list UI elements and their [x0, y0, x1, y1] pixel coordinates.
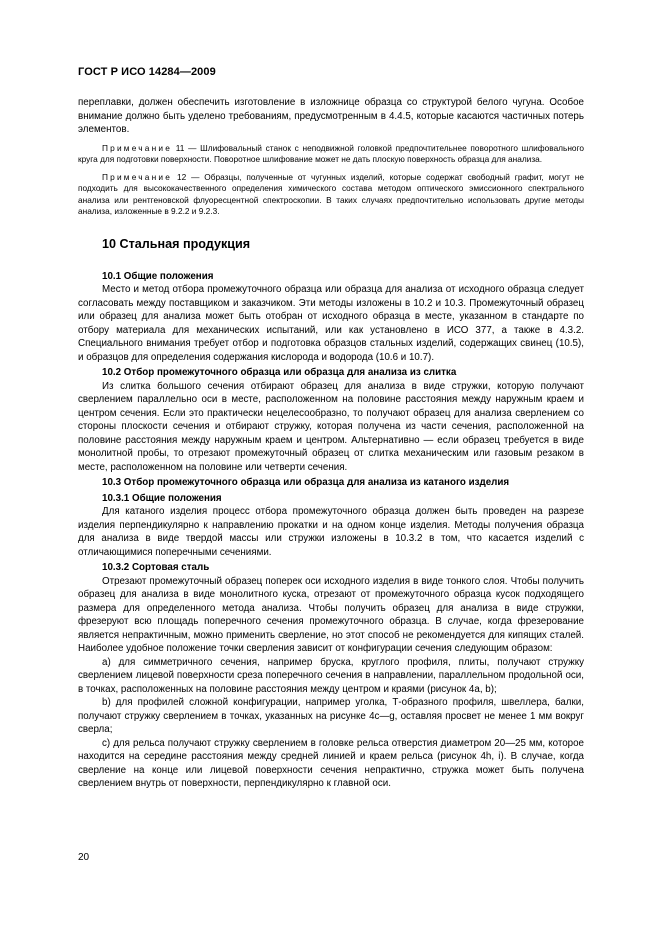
subsection-heading: 10.1 Общие положения [102, 270, 214, 282]
note-text: 12 — Образцы, полученные от чугунных изделий, которые содержат свободный графит, могут не подходить для высококачественного определения химического состава методом оптического эмиссионного спектрального анализа или рентгеновской флуоресцентной спектроскопии. В таких случаях предпочтительно использовать другие методы анализа, изложенные в 9.2.2 и 9.2.3. [78, 171, 584, 217]
note-11 [78, 143, 584, 166]
subsection-heading: 10.2 Отбор промежуточного образца или образца для анализа из слитка [102, 367, 457, 379]
note-12 [78, 172, 584, 218]
list-item: b) для профилей сложной конфигурации, например уголка, Т-образного профиля, швеллера, балки, получают стружку сверлением в точках, указанных на рисунке 4c—g, оставляя просвет не менее 1 мм вокруг сверла; [78, 697, 584, 736]
list-item: а) для симметричного сечения, например бруска, круглого профиля, плиты, получают стружку сверлением лицевой поверхности среза поперечного сечения в направлении, параллельном продольной оси, в точках, расположенных на половине расстояния между центром и краями (рисунок 4а, b); [78, 656, 584, 695]
document-body [78, 96, 584, 791]
paragraph: Из слитка большого сечения отбирают образец для анализа в виде стружки, которую получают сверлением параллельно оси в месте, расположенном на половине расстояния между наружным краем и центром сечения. Если это практически нецелесообразно, то получают образец для анализа сверлением со стороны плоскости сечения и отбирают стружку, которая получена из части сечения, расположенной на половине расстояния между наружным краем и центром. Альтернативно — если образец требуется в виде монолитной пробы, то отрезают промежуточный образец от слитка механическим или газовым резаком в месте, расположенном на половине или четверти сечения. [78, 380, 584, 473]
subsection-heading: 10.3.2 Сортовая сталь [102, 562, 210, 574]
section-heading: 10 Стальная продукция [102, 237, 251, 252]
paragraph: Отрезают промежуточный образец поперек оси исходного изделия в виде тонкого слоя. Чтобы получить образец для анализа в виде монолитного куска, отрезают от промежуточного образца кусок подходящего размера для определенного метода анализа. Чтобы получить образец для анализа в виде стружки, фрезеруют всю площадь поперечного сечения промежуточного образца. В случае, когда фрезерование является непрактичным, можно применить сверление, но этот способ не рекомендуется для кипящих сталей. Наиболее удобное положение точки сверления зависит от конфигурации сечения следующим образом: [78, 575, 584, 655]
document-header: ГОСТ Р ИСО 14284—2009 [78, 66, 216, 78]
paragraph: Место и метод отбора промежуточного образца или образца для анализа от исходного образца следует согласовать между поставщиком и заказчиком. Эти методы изложены в 10.2 и 10.3. Промежуточный образец или образец для анализа может быть отобран от исходного образца в месте, указанном в стандарте по отбору материала для механических испытаний, или как установлено в ИСО 377, а также в 4.3.2. Специального внимания требует отбор и подготовка образцов стальных изделий, содержащих свинец (10.5), и образцов для определения содержания кислорода и водорода (10.6 и 10.7). [78, 284, 584, 363]
page-number: 20 [78, 852, 90, 863]
note-text: 11 — Шлифовальный станок с неподвижной головкой предпочтительнее поворотного шлифовального круга для подготовки поверхности. Поворотное шлифование может не дать плоскую поверхность образца для анализа. [78, 142, 584, 165]
note-label: Примечание [102, 171, 173, 182]
paragraph: Для катаного изделия процесс отбора промежуточного образца должен быть проведен на разрезе изделия перпендикулярно к направлению прокатки и на одном конце изделия. Методы получения образца для анализа в виде твердой массы или стружки изложены в 10.3.2 в том, что касается изделий с отличающимися поперечными сечениями. [78, 506, 584, 558]
note-label: Примечание [102, 142, 173, 153]
subsection-heading: 10.3 Отбор промежуточного образца или образца для анализа из катаного изделия [102, 477, 510, 489]
intro-paragraph: переплавки, должен обеспечить изготовление в изложнице образца со структурой белого чугуна. Особое внимание должно быть уделено требованиям, предусмотренным в 4.4.5, которые касаются частичных потерь элементов. [78, 97, 584, 135]
list-item: c) для рельса получают стружку сверлением в головке рельса отверстия диаметром 20—25 мм, которое находится на середине расстояния между средней линией и краем рельса (рисунок 4h, i). В случае, когда сверление на конце или лицевой поверхности сечения непрактично, стружка может быть получена сверлением внутрь от поверхности, перпендикулярно к главной оси. [78, 737, 584, 790]
subsection-heading: 10.3.1 Общие положения [102, 492, 222, 504]
